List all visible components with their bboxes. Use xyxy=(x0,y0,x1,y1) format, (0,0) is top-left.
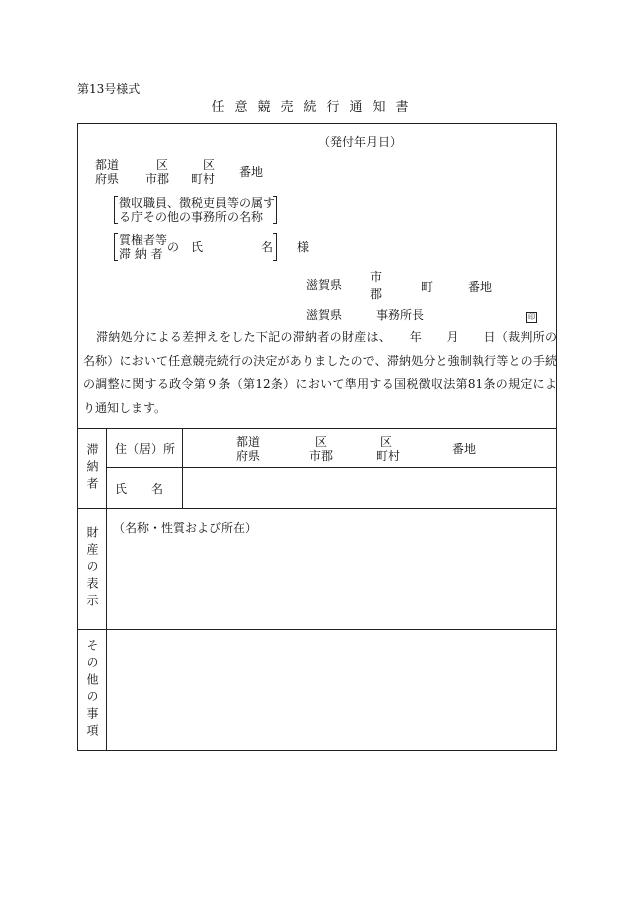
recipient-banchi: 番地 xyxy=(239,165,264,179)
document-title: 任意競売続行通知書 xyxy=(211,100,419,115)
property-note: （名称・性質および所在） xyxy=(113,521,258,535)
sender-shi: 市 xyxy=(370,270,383,284)
delinquent-header: 滞納者 xyxy=(85,442,99,494)
table-top-line xyxy=(77,428,557,429)
sender-director: 事務所長 xyxy=(376,308,425,322)
recipient-todofuken-1: 都道 xyxy=(95,158,120,172)
table-left-column-line xyxy=(106,428,107,751)
addressee-role-2: 滞 納 者 xyxy=(119,247,163,261)
name-label: 氏 名 xyxy=(115,482,164,496)
form-number: 第13号様式 xyxy=(77,82,141,96)
office-bracket-left xyxy=(114,196,118,224)
addressee-no: の xyxy=(167,240,180,254)
table-label-column-line xyxy=(182,428,183,508)
table-property-top-line xyxy=(77,508,557,509)
table-shigun-1: 区 xyxy=(315,435,328,449)
issue-date-label: （発付年月日） xyxy=(318,135,403,149)
table-shigun-2: 市郡 xyxy=(309,449,334,463)
property-header: 財産の表示 xyxy=(85,526,99,611)
sender-pref: 滋賀県 xyxy=(306,278,343,292)
addressee-role-1: 質権者等 xyxy=(119,233,168,247)
notice-body-text: 滞納処分による差押えをした下記の滞納者の財産は、 年 月 日（裁判所の名称）において任意競売続行の決定がありましたので、滞納処分と強制執行等との手続の調整に関する政令第９条（第12条）において準用する国税徴収法第81条の規定により通知します。 xyxy=(83,330,557,415)
sender-gun: 郡 xyxy=(370,287,383,301)
recipient-todofuken-2: 府県 xyxy=(95,172,120,186)
sender-banchi: 番地 xyxy=(468,280,493,294)
table-todofuken-2: 府県 xyxy=(236,449,261,463)
addressee-shi: 氏 xyxy=(191,240,204,254)
table-chouson-2: 町村 xyxy=(376,449,401,463)
sender-pref-2: 滋賀県 xyxy=(306,308,343,322)
table-other-top-line xyxy=(77,629,557,630)
other-matters-header: その他の事項 xyxy=(85,639,99,741)
recipient-shigun-2: 市郡 xyxy=(145,172,170,186)
office-name-label-1: 徴収職員、徴税吏員等の属す xyxy=(119,196,276,210)
sender-machi: 町 xyxy=(421,280,434,294)
addressee-bracket-right xyxy=(273,233,277,261)
table-address-divider xyxy=(106,467,557,468)
office-name-label-2: る庁その他の事務所の名称 xyxy=(119,210,264,224)
seal-mark: 印 xyxy=(528,313,535,321)
recipient-chouson-2: 町村 xyxy=(191,172,216,186)
table-todofuken-1: 都道 xyxy=(236,435,261,449)
recipient-shigun-1: 区 xyxy=(156,158,169,172)
address-label: 住（居）所 xyxy=(115,442,176,456)
table-chouson-1: 区 xyxy=(380,435,393,449)
addressee-bracket-left xyxy=(114,233,118,261)
addressee-sama: 様 xyxy=(297,240,310,254)
addressee-mei: 名 xyxy=(261,240,274,254)
table-banchi: 番地 xyxy=(452,442,477,456)
recipient-chouson-1: 区 xyxy=(203,158,216,172)
